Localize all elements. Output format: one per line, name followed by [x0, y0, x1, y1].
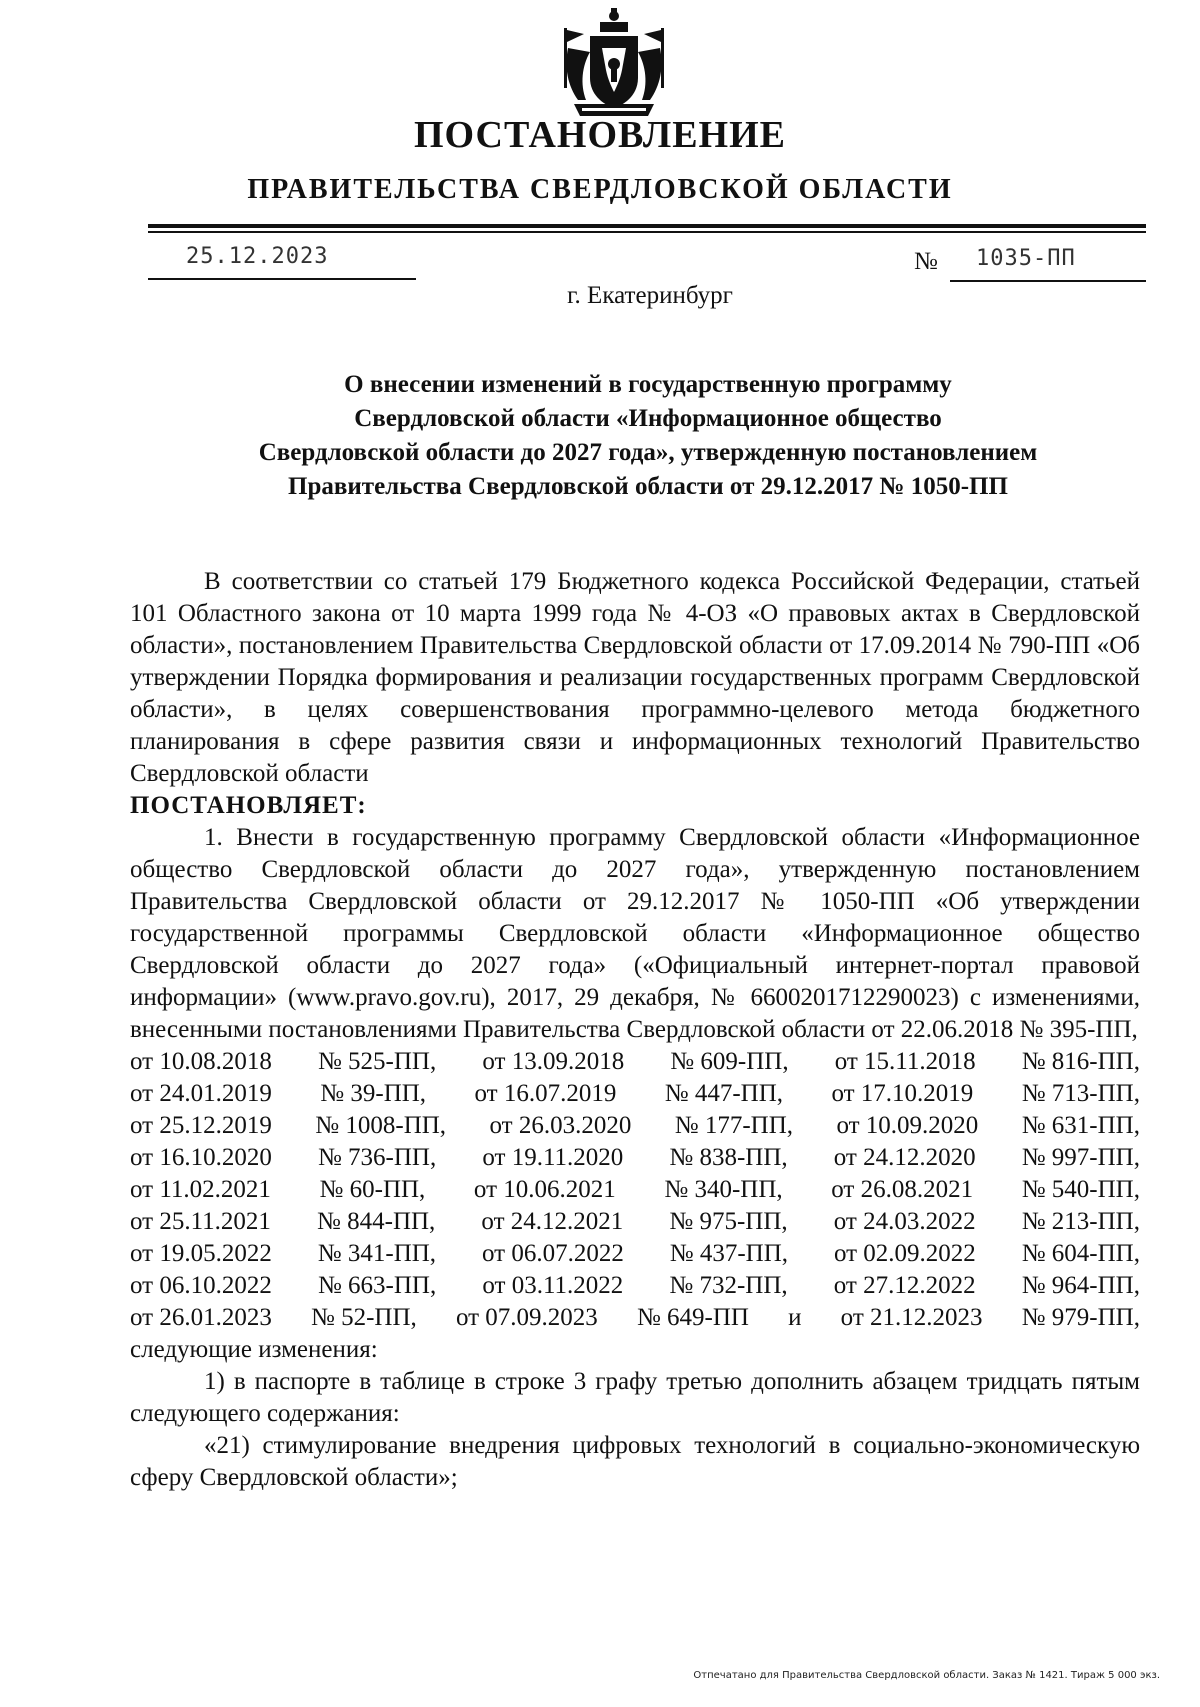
amendment-token: от 06.07.2022 [481, 1240, 624, 1267]
amendment-token: от 26.03.2020 [489, 1112, 632, 1139]
amendment-token: № 631-ПП, [1021, 1112, 1140, 1139]
amendment-token: № 177-ПП, [674, 1112, 794, 1139]
amendment-token: от 19.05.2022 [130, 1240, 272, 1267]
amendment-line [130, 1078, 1140, 1110]
amendment-token: № 844-ПП, [317, 1208, 436, 1235]
amendment-token: от 24.01.2019 [130, 1080, 272, 1107]
amendment-token: от 10.06.2021 [473, 1176, 616, 1203]
header-rule-thick [148, 224, 1146, 228]
amendment-token: № 437-ПП, [669, 1240, 789, 1267]
city: г. Екатеринбург [567, 282, 733, 309]
amendment-token: от 26.08.2021 [831, 1176, 974, 1203]
quoted-addition: «21) стимулирование внедрения цифровых технологий в социально-экономическую сферу Свердловской области»; [130, 1432, 1140, 1491]
item-1-intro: 1. Внести в государственную программу Свердловской области «Информационное общество Свердловской области до 2027 года», утвержденную постановлением Правительства Свердловской области от 29.12.2017 № 1050-ПП «Об утверждении государственной программы Свердловской области «Информационное общество Свердловской области до 2027 года» («Официальный интернет-портал правовой информации» (www.pravo.gov.ru), 2017, 29 декабря, № 6600201712290023) с изменениями, внесенными постановлениями Правительства Свердловской области от 22.06.2018 № 395-ПП, [130, 824, 1140, 1043]
subject-line: Свердловской области «Информационное общество [354, 405, 942, 432]
amendment-token: от 16.10.2020 [130, 1144, 272, 1171]
amendment-token: от 25.11.2021 [130, 1208, 271, 1235]
print-note: Отпечатано для Правительства Свердловской области. Заказ № 1421. Тираж 5 000 экз. [693, 1670, 1160, 1681]
document-issuer: ПРАВИТЕЛЬСТВА СВЕРДЛОВСКОЙ ОБЛАСТИ [247, 174, 953, 205]
amendment-line [130, 1174, 1140, 1206]
amendment-line [130, 1270, 1140, 1302]
amendment-token: от 26.01.2023 [130, 1304, 272, 1331]
amendment-token: от 10.09.2020 [836, 1112, 979, 1139]
amendment-token: от 11.02.2021 [130, 1176, 271, 1203]
amendment-token: № 447-ПП, [664, 1080, 784, 1107]
amendment-token: № 732-ПП, [669, 1272, 788, 1299]
subject-line: Правительства Свердловской области от 29.12.2017 № 1050-ПП [288, 473, 1008, 500]
subitem-1: 1) в паспорте в таблице в строке 3 графу третью дополнить абзацем тридцать пятым следующего содержания: [130, 1368, 1140, 1427]
amendment-token: от 07.09.2023 [455, 1304, 598, 1331]
amendment-token: № 816-ПП, [1021, 1048, 1140, 1075]
amendment-token: от 27.12.2022 [833, 1272, 976, 1299]
amendment-line [130, 1238, 1140, 1270]
amendment-token: № 838-ПП, [669, 1144, 788, 1171]
amendment-token: от 15.11.2018 [834, 1048, 976, 1075]
amendment-token: от 13.09.2018 [482, 1048, 625, 1075]
amendment-token: № 52-ПП, [311, 1304, 417, 1331]
amendment-line [130, 1142, 1140, 1174]
amendment-token: от 25.12.2019 [130, 1112, 272, 1139]
amendment-token: № 663-ПП, [317, 1272, 437, 1299]
amendment-token: № 340-ПП, [664, 1176, 783, 1203]
amendment-token: от 17.10.2019 [831, 1080, 974, 1107]
amendment-list [130, 1046, 1140, 1334]
subject-line: Свердловской области до 2027 года», утвержденную постановлением [258, 439, 1038, 466]
amendment-token: № 341-ПП, [317, 1240, 437, 1267]
amendment-token: № 604-ПП, [1021, 1240, 1140, 1267]
amendment-token: № 60-ПП, [319, 1176, 426, 1203]
amendment-token: № 213-ПП, [1021, 1208, 1140, 1235]
amendment-line [130, 1206, 1140, 1238]
amendment-token: № 1008-ПП, [315, 1112, 447, 1139]
amendment-token: № 975-ПП, [669, 1208, 788, 1235]
amendment-token: № 979-ПП, [1021, 1304, 1140, 1331]
amendment-token: № 609-ПП, [670, 1048, 789, 1075]
amendment-token: от 06.10.2022 [130, 1272, 272, 1299]
amendment-token: и [788, 1304, 802, 1331]
amendment-token: № 540-ПП, [1021, 1176, 1140, 1203]
document-number: 1035-ПП [976, 246, 1076, 271]
header-rule-thin [148, 231, 1146, 233]
amendment-token: № 997-ПП, [1021, 1144, 1140, 1171]
subject-line: О внесении изменений в государственную программу [344, 371, 952, 398]
number-label: № [914, 248, 938, 275]
amendment-token: № 525-ПП, [317, 1048, 437, 1075]
document-date: 25.12.2023 [186, 244, 329, 269]
amendment-token: № 736-ПП, [317, 1144, 437, 1171]
item-1-outro: следующие изменения: [130, 1336, 378, 1363]
document-kind: ПОСТАНОВЛЕНИЕ [413, 114, 787, 156]
verdict: ПОСТАНОВЛЯЕТ: [130, 792, 367, 819]
amendment-token: № 713-ПП, [1021, 1080, 1140, 1107]
amendment-line [130, 1110, 1140, 1142]
amendment-token: от 24.03.2022 [833, 1208, 976, 1235]
amendment-token: № 649-ПП [636, 1304, 749, 1331]
amendment-token: от 24.12.2020 [833, 1144, 976, 1171]
date-underline [148, 278, 416, 280]
amendment-line [130, 1302, 1140, 1334]
amendment-token: от 21.12.2023 [840, 1304, 983, 1331]
amendment-token: от 10.08.2018 [130, 1048, 272, 1075]
amendment-token: от 02.09.2022 [833, 1240, 976, 1267]
preamble: В соответствии со статьей 179 Бюджетного кодекса Российской Федерации, статьей 101 Областного закона от 10 марта 1999 года № 4-ОЗ «О правовых актах в Свердловской области», постановлением Правительства Свердловской области от 17.09.2014 № 790-ПП «Об утверждении Порядка формирования и реализации государственных программ Свердловской области», в целях совершенствования программно-целевого метода бюджетного планирования в сфере развития связи и информационных технологий Правительство Свердловской области [130, 568, 1140, 787]
amendment-token: от 16.07.2019 [474, 1080, 617, 1107]
document-body [130, 566, 1140, 1494]
amendment-token: от 03.11.2022 [482, 1272, 624, 1299]
amendment-token: № 39-ПП, [320, 1080, 427, 1107]
amendment-line [130, 1046, 1140, 1078]
amendment-token: № 964-ПП, [1021, 1272, 1140, 1299]
coat-of-arms-icon [560, 8, 668, 120]
document-subject [148, 368, 1148, 504]
amendment-token: от 19.11.2020 [482, 1144, 624, 1171]
amendment-token: от 24.12.2021 [481, 1208, 624, 1235]
